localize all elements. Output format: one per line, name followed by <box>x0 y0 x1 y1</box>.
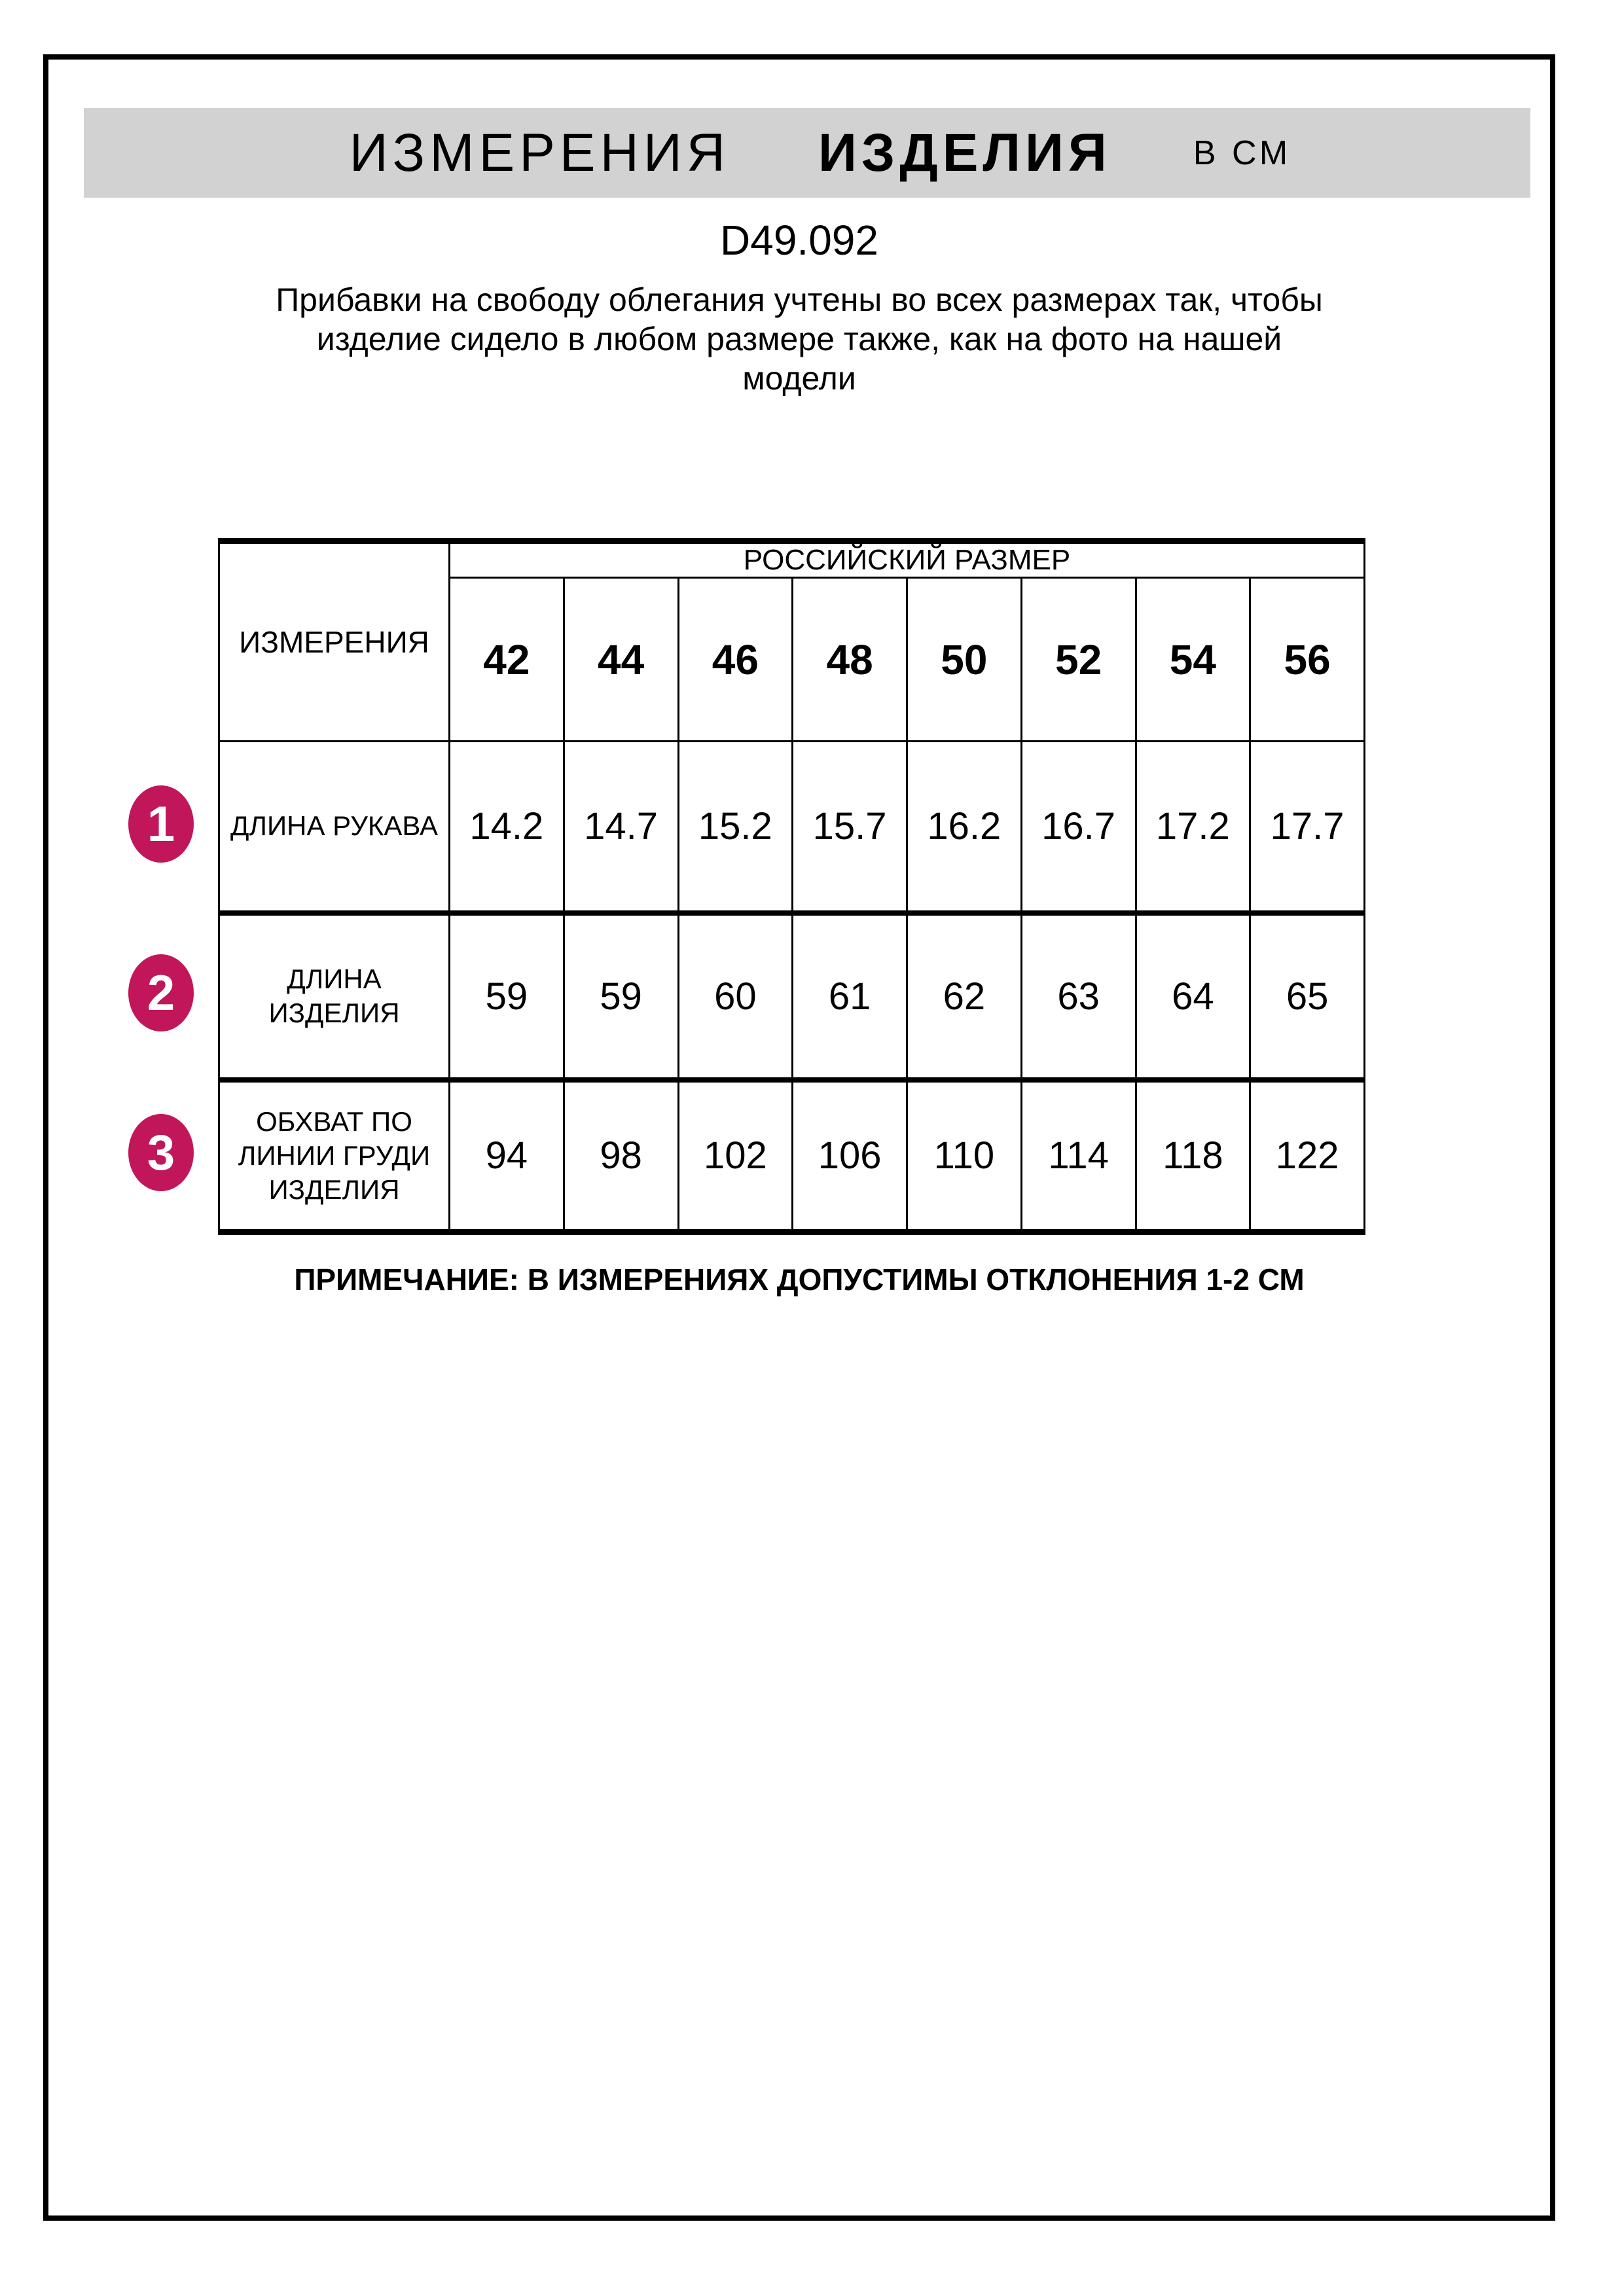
value-cell: 14.7 <box>564 742 678 913</box>
value-cell: 59 <box>450 913 564 1080</box>
row-label-line: ИЗДЕЛИЯ <box>268 1174 400 1205</box>
row-number-badge <box>128 785 194 863</box>
value-cell: 17.7 <box>1250 742 1365 913</box>
value-cell: 114 <box>1021 1080 1136 1232</box>
size-table <box>218 538 1365 1235</box>
measurement-row <box>219 742 1365 913</box>
value-cell: 61 <box>793 913 907 1080</box>
value-cell: 16.2 <box>907 742 1022 913</box>
value-cell: 63 <box>1021 913 1136 1080</box>
value-cell: 59 <box>564 913 678 1080</box>
row-label <box>219 742 450 913</box>
size-col-header: 56 <box>1250 578 1365 742</box>
measurement-row <box>219 913 1365 1080</box>
description-line: изделие сидело в любом размере также, как на фото на нашей <box>316 321 1282 357</box>
tolerance-note: ПРИМЕЧАНИЕ: В ИЗМЕРЕНИЯХ ДОПУСТИМЫ ОТКЛОНЕНИЯ 1-2 СМ <box>294 1263 1305 1297</box>
measurement-row <box>219 1080 1365 1232</box>
row-label-line: ОБХВАТ ПО <box>256 1105 412 1137</box>
size-col-header: 42 <box>450 578 564 742</box>
size-col-header: 52 <box>1021 578 1136 742</box>
size-col-header: 46 <box>678 578 793 742</box>
value-cell: 106 <box>793 1080 907 1232</box>
page-title-measurements: ИЗМЕРЕНИЯ <box>349 122 730 183</box>
row-number: 1 <box>147 796 175 852</box>
value-cell: 94 <box>450 1080 564 1232</box>
value-cell: 64 <box>1136 913 1250 1080</box>
value-cell: 16.7 <box>1021 742 1136 913</box>
size-col-header: 54 <box>1136 578 1250 742</box>
size-col-header: 50 <box>907 578 1022 742</box>
value-cell: 65 <box>1250 913 1365 1080</box>
page-title-unit: В СМ <box>1193 134 1291 172</box>
title-band <box>84 108 1530 198</box>
corner-label: ИЗМЕРЕНИЯ <box>219 541 450 742</box>
page-title-product: ИЗДЕЛИЯ <box>818 122 1111 183</box>
row-label-line: ЛИНИИ ГРУДИ <box>238 1139 431 1171</box>
value-cell: 98 <box>564 1080 678 1232</box>
value-cell: 14.2 <box>450 742 564 913</box>
row-number-badge <box>128 1114 194 1191</box>
value-cell: 15.7 <box>793 742 907 913</box>
value-cell: 17.2 <box>1136 742 1250 913</box>
size-table-wrap <box>218 538 1365 1235</box>
product-code: D49.092 <box>720 217 878 264</box>
value-cell: 62 <box>907 913 1022 1080</box>
fit-description <box>43 280 1555 398</box>
size-col-header: 44 <box>564 578 678 742</box>
value-cell: 15.2 <box>678 742 793 913</box>
row-number: 3 <box>147 1124 175 1181</box>
row-label <box>219 1080 450 1232</box>
row-label-line: ДЛИНА <box>287 963 382 994</box>
value-cell: 60 <box>678 913 793 1080</box>
row-number: 2 <box>147 965 175 1021</box>
description-line: Прибавки на свободу облегания учтены во всех размерах так, чтобы <box>276 281 1323 318</box>
value-cell: 122 <box>1250 1080 1365 1232</box>
row-label-line: ИЗДЕЛИЯ <box>268 997 400 1028</box>
value-cell: 118 <box>1136 1080 1250 1232</box>
row-label <box>219 913 450 1080</box>
value-cell: 102 <box>678 1080 793 1232</box>
row-number-badge <box>128 954 194 1031</box>
table-header-row <box>219 541 1365 578</box>
row-label-line: ДЛИНА РУКАВА <box>230 810 439 842</box>
size-header: РОССИЙСКИЙ РАЗМЕР <box>450 541 1365 578</box>
size-col-header: 48 <box>793 578 907 742</box>
value-cell: 110 <box>907 1080 1022 1232</box>
description-line: модели <box>742 360 856 397</box>
